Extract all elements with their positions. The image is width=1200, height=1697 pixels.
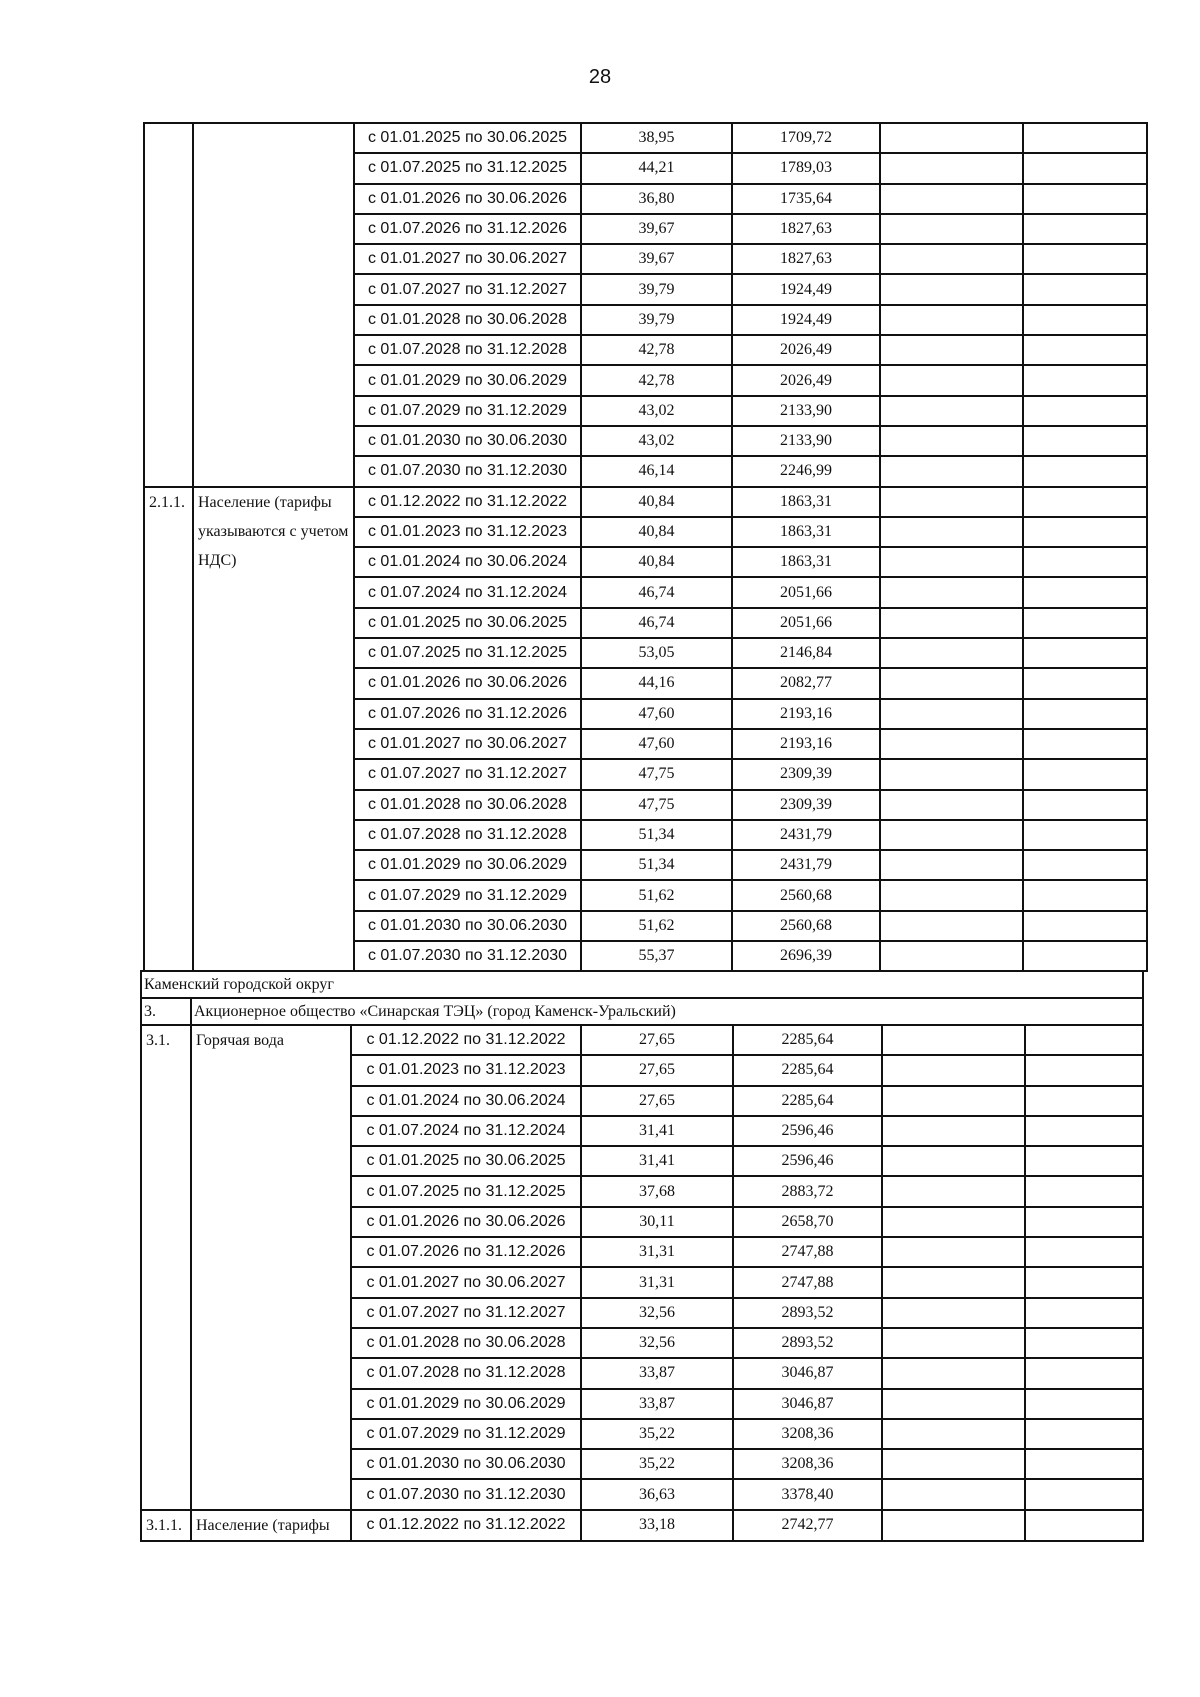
empty-cell — [880, 759, 1023, 789]
empty-cell — [1025, 1176, 1143, 1206]
rate-value-cell: 42,78 — [581, 365, 732, 395]
empty-cell — [1023, 547, 1147, 577]
tariff-value-cell: 2596,46 — [733, 1116, 882, 1146]
period-cell: с 01.12.2022 по 31.12.2022 — [351, 1025, 581, 1055]
empty-cell — [880, 214, 1023, 244]
empty-cell — [1023, 638, 1147, 668]
empty-cell — [1023, 517, 1147, 547]
period-cell: с 01.07.2029 по 31.12.2029 — [351, 1419, 581, 1449]
tariff-value-cell: 2309,39 — [732, 759, 880, 789]
empty-cell — [1025, 1237, 1143, 1267]
tariff-value-cell: 2082,77 — [732, 668, 880, 698]
empty-cell — [1025, 1086, 1143, 1116]
empty-cell — [880, 577, 1023, 607]
period-cell: с 01.07.2026 по 31.12.2026 — [354, 214, 581, 244]
rate-value-cell: 44,16 — [581, 668, 732, 698]
empty-cell — [880, 305, 1023, 335]
empty-cell — [882, 1358, 1025, 1388]
empty-cell — [880, 396, 1023, 426]
rate-value-cell: 35,22 — [581, 1419, 733, 1449]
tariff-value-cell: 1924,49 — [732, 305, 880, 335]
empty-cell — [880, 638, 1023, 668]
empty-cell — [1023, 487, 1147, 517]
table-row — [141, 1025, 1143, 1055]
tariff-value-cell: 1827,63 — [732, 214, 880, 244]
rate-value-cell: 42,78 — [581, 335, 732, 365]
tariff-value-cell: 2560,68 — [732, 911, 880, 941]
empty-cell — [1025, 1479, 1143, 1509]
rate-value-cell: 37,68 — [581, 1176, 733, 1206]
tariff-value-cell: 1789,03 — [732, 153, 880, 183]
empty-cell — [1023, 335, 1147, 365]
rate-value-cell: 31,41 — [581, 1116, 733, 1146]
rate-value-cell: 36,80 — [581, 184, 732, 214]
empty-cell — [882, 1328, 1025, 1358]
rate-value-cell: 43,02 — [581, 426, 732, 456]
period-cell: с 01.07.2025 по 31.12.2025 — [351, 1176, 581, 1206]
empty-cell — [880, 335, 1023, 365]
empty-cell — [880, 244, 1023, 274]
empty-cell — [880, 123, 1023, 153]
empty-cell — [1025, 1116, 1143, 1146]
tariff-value-cell: 3208,36 — [733, 1419, 882, 1449]
tariff-value-cell: 2285,64 — [733, 1086, 882, 1116]
rate-value-cell: 30,11 — [581, 1207, 733, 1237]
empty-cell — [1023, 274, 1147, 304]
period-cell: с 01.01.2029 по 30.06.2029 — [354, 850, 581, 880]
rate-value-cell: 47,60 — [581, 699, 732, 729]
rate-value-cell: 47,60 — [581, 729, 732, 759]
rate-value-cell: 33,87 — [581, 1358, 733, 1388]
empty-cell — [882, 1116, 1025, 1146]
period-cell: с 01.01.2029 по 30.06.2029 — [354, 365, 581, 395]
rate-value-cell: 27,65 — [581, 1086, 733, 1116]
period-cell: с 01.07.2028 по 31.12.2028 — [351, 1358, 581, 1388]
rate-value-cell: 31,41 — [581, 1146, 733, 1176]
empty-cell — [880, 820, 1023, 850]
rate-value-cell: 46,14 — [581, 456, 732, 486]
rate-value-cell: 39,79 — [581, 274, 732, 304]
empty-cell — [1023, 244, 1147, 274]
org-code-cell: 3. — [141, 998, 191, 1025]
rate-value-cell: 31,31 — [581, 1267, 733, 1297]
empty-cell — [1023, 911, 1147, 941]
empty-cell — [1023, 941, 1147, 971]
tariff-value-cell: 2246,99 — [732, 456, 880, 486]
rate-value-cell: 53,05 — [581, 638, 732, 668]
category-cell: Население (тарифы — [191, 1510, 351, 1541]
tariff-value-cell: 2146,84 — [732, 638, 880, 668]
empty-cell — [1023, 365, 1147, 395]
period-cell: с 01.07.2030 по 31.12.2030 — [354, 941, 581, 971]
empty-cell — [1023, 577, 1147, 607]
empty-cell — [1023, 456, 1147, 486]
period-cell: с 01.07.2030 по 31.12.2030 — [354, 456, 581, 486]
empty-cell — [880, 850, 1023, 880]
org-heading: Акционерное общество «Синарская ТЭЦ» (город Каменск-Уральский) — [191, 998, 1143, 1025]
period-cell: с 01.07.2024 по 31.12.2024 — [354, 577, 581, 607]
tariff-value-cell: 3208,36 — [733, 1449, 882, 1479]
rate-value-cell: 33,87 — [581, 1389, 733, 1419]
empty-cell — [880, 517, 1023, 547]
rate-value-cell: 40,84 — [581, 547, 732, 577]
period-cell: с 01.07.2030 по 31.12.2030 — [351, 1479, 581, 1509]
period-cell: с 01.01.2029 по 30.06.2029 — [351, 1389, 581, 1419]
tariff-value-cell: 1863,31 — [732, 487, 880, 517]
empty-cell — [880, 274, 1023, 304]
period-cell: с 01.01.2024 по 30.06.2024 — [354, 547, 581, 577]
period-cell: с 01.07.2026 по 31.12.2026 — [351, 1237, 581, 1267]
tariff-value-cell: 3046,87 — [733, 1358, 882, 1388]
category-cell: Горячая вода — [191, 1025, 351, 1510]
tariff-value-cell: 2051,66 — [732, 608, 880, 638]
category-cell: Население (тарифы указываются с учетом НДС) — [193, 487, 354, 972]
empty-cell — [880, 790, 1023, 820]
empty-cell — [880, 668, 1023, 698]
rate-value-cell: 46,74 — [581, 577, 732, 607]
period-cell: с 01.07.2029 по 31.12.2029 — [354, 396, 581, 426]
code-cell — [144, 123, 193, 487]
tariff-table-continued — [143, 122, 1148, 972]
tariff-value-cell: 2026,49 — [732, 365, 880, 395]
tariff-value-cell: 2133,90 — [732, 396, 880, 426]
empty-cell — [880, 365, 1023, 395]
period-cell: с 01.01.2027 по 30.06.2027 — [351, 1267, 581, 1297]
rate-value-cell: 47,75 — [581, 759, 732, 789]
tariff-value-cell: 1863,31 — [732, 517, 880, 547]
empty-cell — [880, 426, 1023, 456]
period-cell: с 01.07.2027 по 31.12.2027 — [354, 274, 581, 304]
period-cell: с 01.12.2022 по 31.12.2022 — [354, 487, 581, 517]
period-cell: с 01.01.2026 по 30.06.2026 — [354, 668, 581, 698]
empty-cell — [1023, 850, 1147, 880]
empty-cell — [882, 1176, 1025, 1206]
tariff-table-kamensk — [140, 970, 1144, 1542]
empty-cell — [1025, 1419, 1143, 1449]
empty-cell — [882, 1207, 1025, 1237]
tariff-value-cell: 2026,49 — [732, 335, 880, 365]
tariff-value-cell: 2747,88 — [733, 1237, 882, 1267]
table-row — [144, 123, 1147, 153]
period-cell: с 01.01.2023 по 31.12.2023 — [354, 517, 581, 547]
tariff-value-cell: 2596,46 — [733, 1146, 882, 1176]
rate-value-cell: 40,84 — [581, 487, 732, 517]
empty-cell — [1025, 1025, 1143, 1055]
empty-cell — [1025, 1146, 1143, 1176]
rate-value-cell: 51,34 — [581, 820, 732, 850]
empty-cell — [1025, 1207, 1143, 1237]
rate-value-cell: 51,62 — [581, 911, 732, 941]
rate-value-cell: 51,62 — [581, 880, 732, 910]
empty-cell — [882, 1055, 1025, 1085]
period-cell: с 01.01.2024 по 30.06.2024 — [351, 1086, 581, 1116]
empty-cell — [1023, 184, 1147, 214]
empty-cell — [1023, 820, 1147, 850]
tariff-value-cell: 2658,70 — [733, 1207, 882, 1237]
tariff-value-cell: 2431,79 — [732, 820, 880, 850]
period-cell: с 01.01.2025 по 30.06.2025 — [354, 608, 581, 638]
period-cell: с 01.01.2030 по 30.06.2030 — [351, 1449, 581, 1479]
tariff-value-cell: 1735,64 — [732, 184, 880, 214]
empty-cell — [882, 1389, 1025, 1419]
period-cell: с 01.07.2028 по 31.12.2028 — [354, 820, 581, 850]
tariff-value-cell: 2747,88 — [733, 1267, 882, 1297]
period-cell: с 01.01.2023 по 31.12.2023 — [351, 1055, 581, 1085]
period-cell: с 01.01.2028 по 30.06.2028 — [354, 305, 581, 335]
empty-cell — [880, 608, 1023, 638]
period-cell: с 01.01.2028 по 30.06.2028 — [354, 790, 581, 820]
empty-cell — [882, 1419, 1025, 1449]
tariff-value-cell: 2309,39 — [732, 790, 880, 820]
tariff-value-cell: 2560,68 — [732, 880, 880, 910]
empty-cell — [1023, 790, 1147, 820]
empty-cell — [882, 1479, 1025, 1509]
empty-cell — [1023, 699, 1147, 729]
period-cell: с 01.01.2025 по 30.06.2025 — [354, 123, 581, 153]
table-row — [141, 1510, 1143, 1541]
rate-value-cell: 39,67 — [581, 214, 732, 244]
empty-cell — [1023, 123, 1147, 153]
empty-cell — [882, 1237, 1025, 1267]
rate-value-cell: 51,34 — [581, 850, 732, 880]
tariff-value-cell: 2285,64 — [733, 1025, 882, 1055]
empty-cell — [1023, 396, 1147, 426]
empty-cell — [1025, 1328, 1143, 1358]
tariff-value-cell: 2051,66 — [732, 577, 880, 607]
empty-cell — [882, 1510, 1025, 1541]
empty-cell — [1023, 608, 1147, 638]
tariff-value-cell: 1827,63 — [732, 244, 880, 274]
period-cell: с 01.01.2027 по 30.06.2027 — [354, 244, 581, 274]
rate-value-cell: 39,67 — [581, 244, 732, 274]
empty-cell — [1023, 426, 1147, 456]
empty-cell — [1023, 214, 1147, 244]
period-cell: с 01.01.2025 по 30.06.2025 — [351, 1146, 581, 1176]
tariff-value-cell: 2285,64 — [733, 1055, 882, 1085]
rate-value-cell: 39,79 — [581, 305, 732, 335]
rate-value-cell: 40,84 — [581, 517, 732, 547]
tariff-value-cell: 2193,16 — [732, 729, 880, 759]
table-row — [141, 998, 1143, 1025]
rate-value-cell: 27,65 — [581, 1055, 733, 1085]
empty-cell — [882, 1146, 1025, 1176]
empty-cell — [880, 699, 1023, 729]
period-cell: с 01.07.2025 по 31.12.2025 — [354, 153, 581, 183]
empty-cell — [1023, 153, 1147, 183]
period-cell: с 01.01.2028 по 30.06.2028 — [351, 1328, 581, 1358]
period-cell: с 01.07.2029 по 31.12.2029 — [354, 880, 581, 910]
empty-cell — [1023, 305, 1147, 335]
tariff-value-cell: 2431,79 — [732, 850, 880, 880]
empty-cell — [1025, 1267, 1143, 1297]
code-cell: 3.1.1. — [141, 1510, 191, 1541]
empty-cell — [1023, 668, 1147, 698]
empty-cell — [880, 880, 1023, 910]
rate-value-cell: 43,02 — [581, 396, 732, 426]
period-cell: с 01.07.2028 по 31.12.2028 — [354, 335, 581, 365]
empty-cell — [880, 547, 1023, 577]
empty-cell — [1025, 1449, 1143, 1479]
code-cell: 3.1. — [141, 1025, 191, 1510]
period-cell: с 01.01.2030 по 30.06.2030 — [354, 911, 581, 941]
tariff-value-cell: 3046,87 — [733, 1389, 882, 1419]
rate-value-cell: 46,74 — [581, 608, 732, 638]
tariff-value-cell: 1924,49 — [732, 274, 880, 304]
tariff-value-cell: 2893,52 — [733, 1328, 882, 1358]
period-cell: с 01.01.2026 по 30.06.2026 — [354, 184, 581, 214]
empty-cell — [1025, 1298, 1143, 1328]
period-cell: с 01.07.2025 по 31.12.2025 — [354, 638, 581, 668]
rate-value-cell: 35,22 — [581, 1449, 733, 1479]
code-cell: 2.1.1. — [144, 487, 193, 972]
rate-value-cell: 36,63 — [581, 1479, 733, 1509]
empty-cell — [1025, 1389, 1143, 1419]
category-cell — [193, 123, 354, 487]
period-cell: с 01.12.2022 по 31.12.2022 — [351, 1510, 581, 1541]
table-row — [144, 487, 1147, 517]
empty-cell — [882, 1267, 1025, 1297]
empty-cell — [1025, 1055, 1143, 1085]
tariff-value-cell: 2883,72 — [733, 1176, 882, 1206]
rate-value-cell: 27,65 — [581, 1025, 733, 1055]
period-cell: с 01.01.2027 по 30.06.2027 — [354, 729, 581, 759]
empty-cell — [1023, 759, 1147, 789]
tariff-value-cell: 2742,77 — [733, 1510, 882, 1541]
empty-cell — [1023, 729, 1147, 759]
period-cell: с 01.07.2027 по 31.12.2027 — [354, 759, 581, 789]
rate-value-cell: 32,56 — [581, 1328, 733, 1358]
table-row — [141, 971, 1143, 998]
empty-cell — [880, 729, 1023, 759]
rate-value-cell: 44,21 — [581, 153, 732, 183]
tariff-value-cell: 2893,52 — [733, 1298, 882, 1328]
empty-cell — [1023, 880, 1147, 910]
period-cell: с 01.07.2027 по 31.12.2027 — [351, 1298, 581, 1328]
tariff-value-cell: 1863,31 — [732, 547, 880, 577]
rate-value-cell: 33,18 — [581, 1510, 733, 1541]
empty-cell — [880, 456, 1023, 486]
empty-cell — [882, 1086, 1025, 1116]
empty-cell — [880, 153, 1023, 183]
period-cell: с 01.07.2026 по 31.12.2026 — [354, 699, 581, 729]
period-cell: с 01.07.2024 по 31.12.2024 — [351, 1116, 581, 1146]
tariff-value-cell: 3378,40 — [733, 1479, 882, 1509]
empty-cell — [880, 487, 1023, 517]
tariff-value-cell: 2193,16 — [732, 699, 880, 729]
tariff-value-cell: 1709,72 — [732, 123, 880, 153]
tariff-value-cell: 2696,39 — [732, 941, 880, 971]
page-number: 28 — [588, 66, 612, 88]
period-cell: с 01.01.2026 по 30.06.2026 — [351, 1207, 581, 1237]
empty-cell — [882, 1298, 1025, 1328]
rate-value-cell: 47,75 — [581, 790, 732, 820]
empty-cell — [1025, 1510, 1143, 1541]
empty-cell — [880, 941, 1023, 971]
district-heading: Каменский городской округ — [141, 971, 1143, 998]
rate-value-cell: 32,56 — [581, 1298, 733, 1328]
empty-cell — [880, 184, 1023, 214]
tariff-value-cell: 2133,90 — [732, 426, 880, 456]
rate-value-cell: 38,95 — [581, 123, 732, 153]
empty-cell — [882, 1025, 1025, 1055]
empty-cell — [880, 911, 1023, 941]
rate-value-cell: 55,37 — [581, 941, 732, 971]
empty-cell — [1025, 1358, 1143, 1388]
empty-cell — [882, 1449, 1025, 1479]
rate-value-cell: 31,31 — [581, 1237, 733, 1267]
period-cell: с 01.01.2030 по 30.06.2030 — [354, 426, 581, 456]
